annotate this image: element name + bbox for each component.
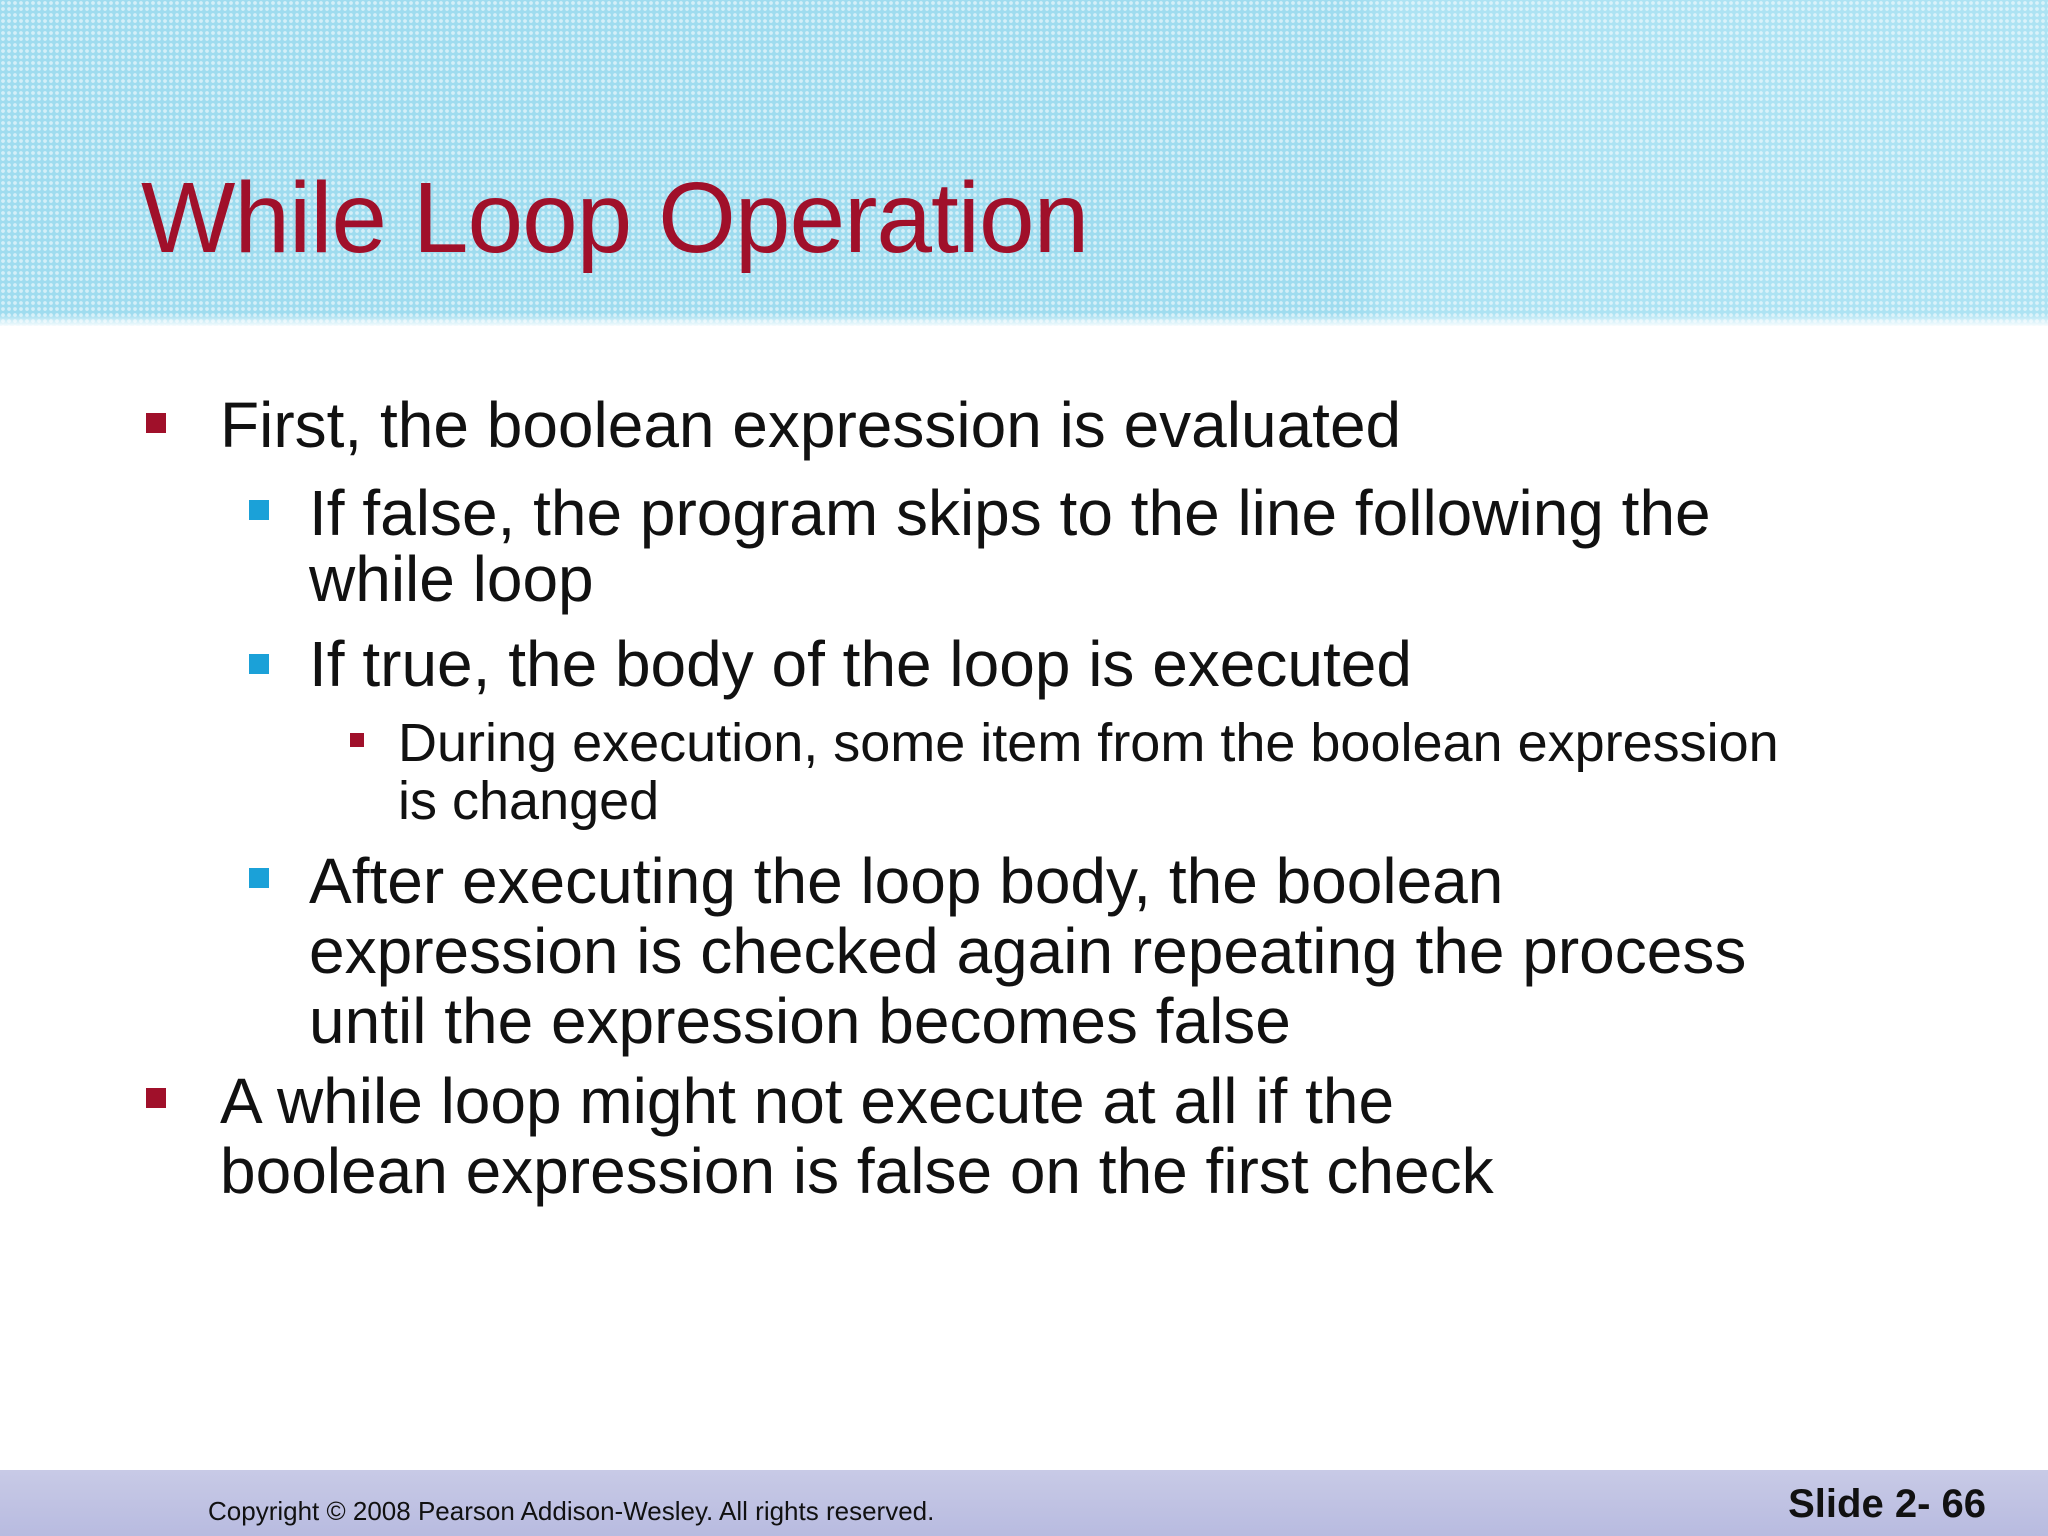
bullet-marker: [146, 413, 166, 433]
bullet-marker: [249, 654, 269, 674]
slide-number: Slide 2- 66: [1788, 1482, 1986, 1526]
copyright-notice: Copyright © 2008 Pearson Addison-Wesley. All rights reserved.: [208, 1496, 935, 1526]
bullet-marker: [249, 868, 269, 888]
bullet-text: while loop: [309, 543, 594, 615]
bullet-text: boolean expression is false on the first check: [220, 1135, 1494, 1207]
bullet-item: [398, 714, 1779, 830]
bullet-marker: [350, 733, 364, 747]
footer-bar: [0, 1470, 2048, 1536]
bullet-text: During execution, some item from the boolean expression: [398, 713, 1779, 773]
bullet-item: [309, 628, 1412, 700]
bullet-item: [220, 1066, 1494, 1206]
bullet-item: [220, 389, 1402, 461]
bullet-text: First, the boolean expression is evaluated: [220, 389, 1402, 461]
bullet-item: [309, 478, 1711, 614]
bullet-marker: [249, 500, 269, 520]
bullet-item: [309, 846, 1746, 1056]
bullet-text: is changed: [398, 771, 660, 831]
bullet-text: If true, the body of the loop is executed: [309, 628, 1412, 700]
bullet-text: expression is checked again repeating the process: [309, 915, 1747, 987]
bullet-text: A while loop might not execute at all if the: [220, 1065, 1395, 1137]
bullet-text: After executing the loop body, the boolean: [309, 845, 1504, 917]
bullet-text: until the expression becomes false: [309, 985, 1291, 1057]
bullet-marker: [146, 1088, 166, 1108]
bullet-text: If false, the program skips to the line following the: [309, 477, 1711, 549]
slide-title: While Loop Operation: [141, 162, 1089, 274]
